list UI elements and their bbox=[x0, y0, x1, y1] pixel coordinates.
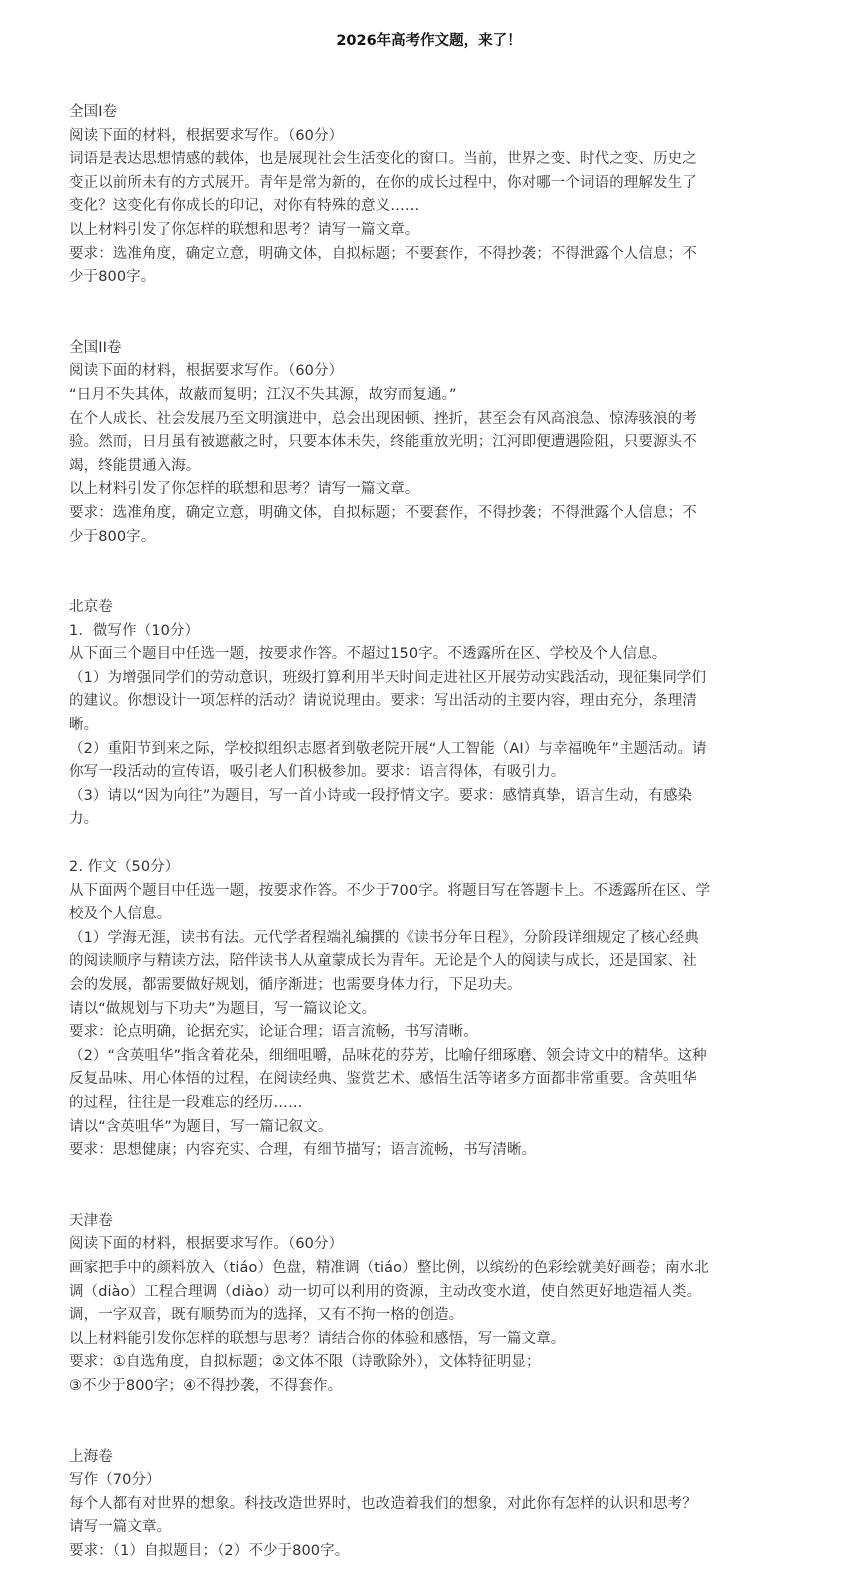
text-line: （1）学海无涯，读书有法。元代学者程端礼编撰的《读书分年日程》，分阶段详细规定了核心经典 bbox=[69, 929, 699, 946]
text-line: 反复品味、用心体悟的过程，在阅读经典、鉴赏艺术、感悟生活等诸多方面都非常重要。含英咀华 bbox=[69, 1071, 697, 1088]
text-line: 晰。 bbox=[69, 717, 99, 734]
text-line: 以上材料能引发你怎样的联想与思考？请结合你的体验和感悟，写一篇文章。 bbox=[69, 1330, 566, 1347]
text-line: 你写一段活动的宣传语，吸引老人们积极参加。要求：语言得体，有吸引力。 bbox=[69, 764, 566, 781]
text-line: 阅读下面的材料，根据要求写作。（60分） bbox=[69, 363, 344, 380]
section-heading: 2. 作文（50分） bbox=[69, 859, 180, 876]
text-line: 阅读下面的材料，根据要求写作。（60分） bbox=[69, 1236, 344, 1253]
text-line: 请以“含英咀华”为题目，写一篇记叙文。 bbox=[69, 1118, 333, 1135]
section-beijing-micro bbox=[69, 549, 768, 832]
text-line: （1）为增强同学们的劳动意识，班级打算利用半天时间走进社区开展劳动实践活动，现征集同学们 bbox=[69, 669, 707, 686]
text-line: （2）“含英咀华”指含着花朵，细细咀嚼，品味花的芬芳，比喻仔细琢磨、领会诗文中的精华。这种 bbox=[69, 1047, 707, 1064]
text-line: 要求：选准角度，确定立意，明确文体，自拟标题；不要套作，不得抄袭；不得泄露个人信息；不 bbox=[69, 245, 697, 262]
text-line: 阅读下面的材料，根据要求写作。（60分） bbox=[69, 127, 344, 144]
text-line: 请以“做规划与下功夫”为题目，写一篇议论文。 bbox=[69, 1000, 377, 1017]
text-line: 竭，终能贯通入海。 bbox=[69, 457, 201, 474]
text-line: 以上材料引发了你怎样的联想和思考？请写一篇文章。 bbox=[69, 221, 420, 238]
section-national-2 bbox=[69, 290, 768, 549]
text-line: 要求：论点明确，论据充实，论证合理；语言流畅，书写清晰。 bbox=[69, 1024, 478, 1041]
text-line: 画家把手中的颜料放入（tiáo）色盘，精准调（tiáo）整比例，以缤纷的色彩绘就美好画卷；南水北 bbox=[69, 1259, 709, 1276]
text-line: 的阅读顺序与精读方法，陪伴读书人从童蒙成长为青年。无论是个人的阅读与成长，还是国家、社 bbox=[69, 953, 697, 970]
text-line: 变正以前所未有的方式展开。青年是常为新的，在你的成长过程中，你对哪一个词语的理解发生了 bbox=[69, 174, 697, 191]
text-line: 要求：选准角度，确定立意，明确文体，自拟标题；不要套作，不得抄袭；不得泄露个人信息；不 bbox=[69, 504, 697, 521]
section-heading: 天津卷 bbox=[69, 1212, 113, 1229]
text-line: 少于800字。 bbox=[69, 528, 156, 545]
text-line: 会的发展，都需要做好规划，循序渐进；也需要身体力行，下足功夫。 bbox=[69, 977, 522, 993]
text-line: 以上材料引发了你怎样的联想和思考？请写一篇文章。 bbox=[69, 481, 420, 498]
text-line: “日月不失其体，故蔽而复明；江汉不失其源，故穷而复通。” bbox=[69, 386, 457, 403]
text-line: 请写一篇文章。 bbox=[69, 1519, 172, 1536]
text-line: 的过程，往往是一段难忘的经历…… bbox=[69, 1094, 303, 1111]
section-beijing-essay bbox=[69, 832, 768, 1163]
text-line: 验。然而，日月虽有被遮蔽之时，只要本体未失，终能重放光明；江河即便遭遇险阻，只要源头不 bbox=[69, 434, 697, 451]
section-heading: 上海卷 bbox=[69, 1448, 113, 1465]
text-line: 从下面两个题目中任选一题，按要求作答。不少于700字。将题目写在答题卡上。不透露所在区、学 bbox=[69, 882, 711, 899]
text-line: 词语是表达思想情感的载体，也是展现社会生活变化的窗口。当前，世界之变、时代之变、历史之 bbox=[69, 151, 697, 168]
text-line: ③不少于800字；④不得抄袭，不得套作。 bbox=[69, 1377, 343, 1394]
section-shanghai bbox=[69, 1399, 768, 1564]
section-tianjin bbox=[69, 1163, 768, 1399]
text-line: 调（diào）工程合理调（diào）动一切可以利用的资源，主动改变水道，使自然更好地造福人类。 bbox=[69, 1283, 702, 1300]
text-line: 调，一字双音，既有顺势而为的选择，又有不拘一格的创造。 bbox=[69, 1307, 464, 1324]
section-heading: 全国II卷 bbox=[69, 339, 122, 356]
section-national-1 bbox=[69, 51, 768, 290]
text-line: 1．微写作（10分） bbox=[69, 622, 200, 639]
text-line: 校及个人信息。 bbox=[69, 906, 172, 923]
section-heading: 全国I卷 bbox=[69, 104, 118, 120]
text-line: 要求：思想健康；内容充实、合理，有细节描写；语言流畅，书写清晰。 bbox=[69, 1142, 537, 1159]
section-heading: 北京卷 bbox=[69, 599, 113, 616]
text-line: 要求：①自选角度，自拟标题；②文体不限（诗歌除外），文体特征明显； bbox=[69, 1354, 541, 1371]
text-line: 少于800字。 bbox=[69, 269, 156, 286]
text-line: 变化？这变化有你成长的印记，对你有特殊的意义…… bbox=[69, 198, 420, 215]
text-line: 要求：（1）自拟题目；（2）不少于800字。 bbox=[69, 1542, 350, 1559]
text-line: 写作（70分） bbox=[69, 1472, 161, 1489]
text-line: 在个人成长、社会发展乃至文明演进中，总会出现困顿、挫折，甚至会有风高浪急、惊涛骇浪的考 bbox=[69, 410, 697, 427]
text-line: （2）重阳节到来之际，学校拟组织志愿者到敬老院开展“人工智能（AI）与幸福晚年”主题活动。请 bbox=[69, 740, 707, 757]
text-line: 每个人都有对世界的想象。科技改造世界时，也改造着我们的想象，对此你有怎样的认识和思考？ bbox=[69, 1495, 697, 1512]
text-line: 的建议。你想设计一项怎样的活动？请说说理由。要求：写出活动的主要内容，理由充分，条理清 bbox=[69, 693, 697, 710]
article-title: 2026年高考作文题，来了！ bbox=[336, 33, 522, 49]
text-line: 力。 bbox=[69, 811, 99, 828]
text-line: （3）请以“因为向往”为题目，写一首小诗或一段抒情文字。要求：感情真挚，语言生动，有感染 bbox=[69, 787, 693, 804]
text-line: 从下面三个题目中任选一题，按要求作答。不超过150字。不透露所在区、学校及个人信息。 bbox=[69, 646, 667, 663]
